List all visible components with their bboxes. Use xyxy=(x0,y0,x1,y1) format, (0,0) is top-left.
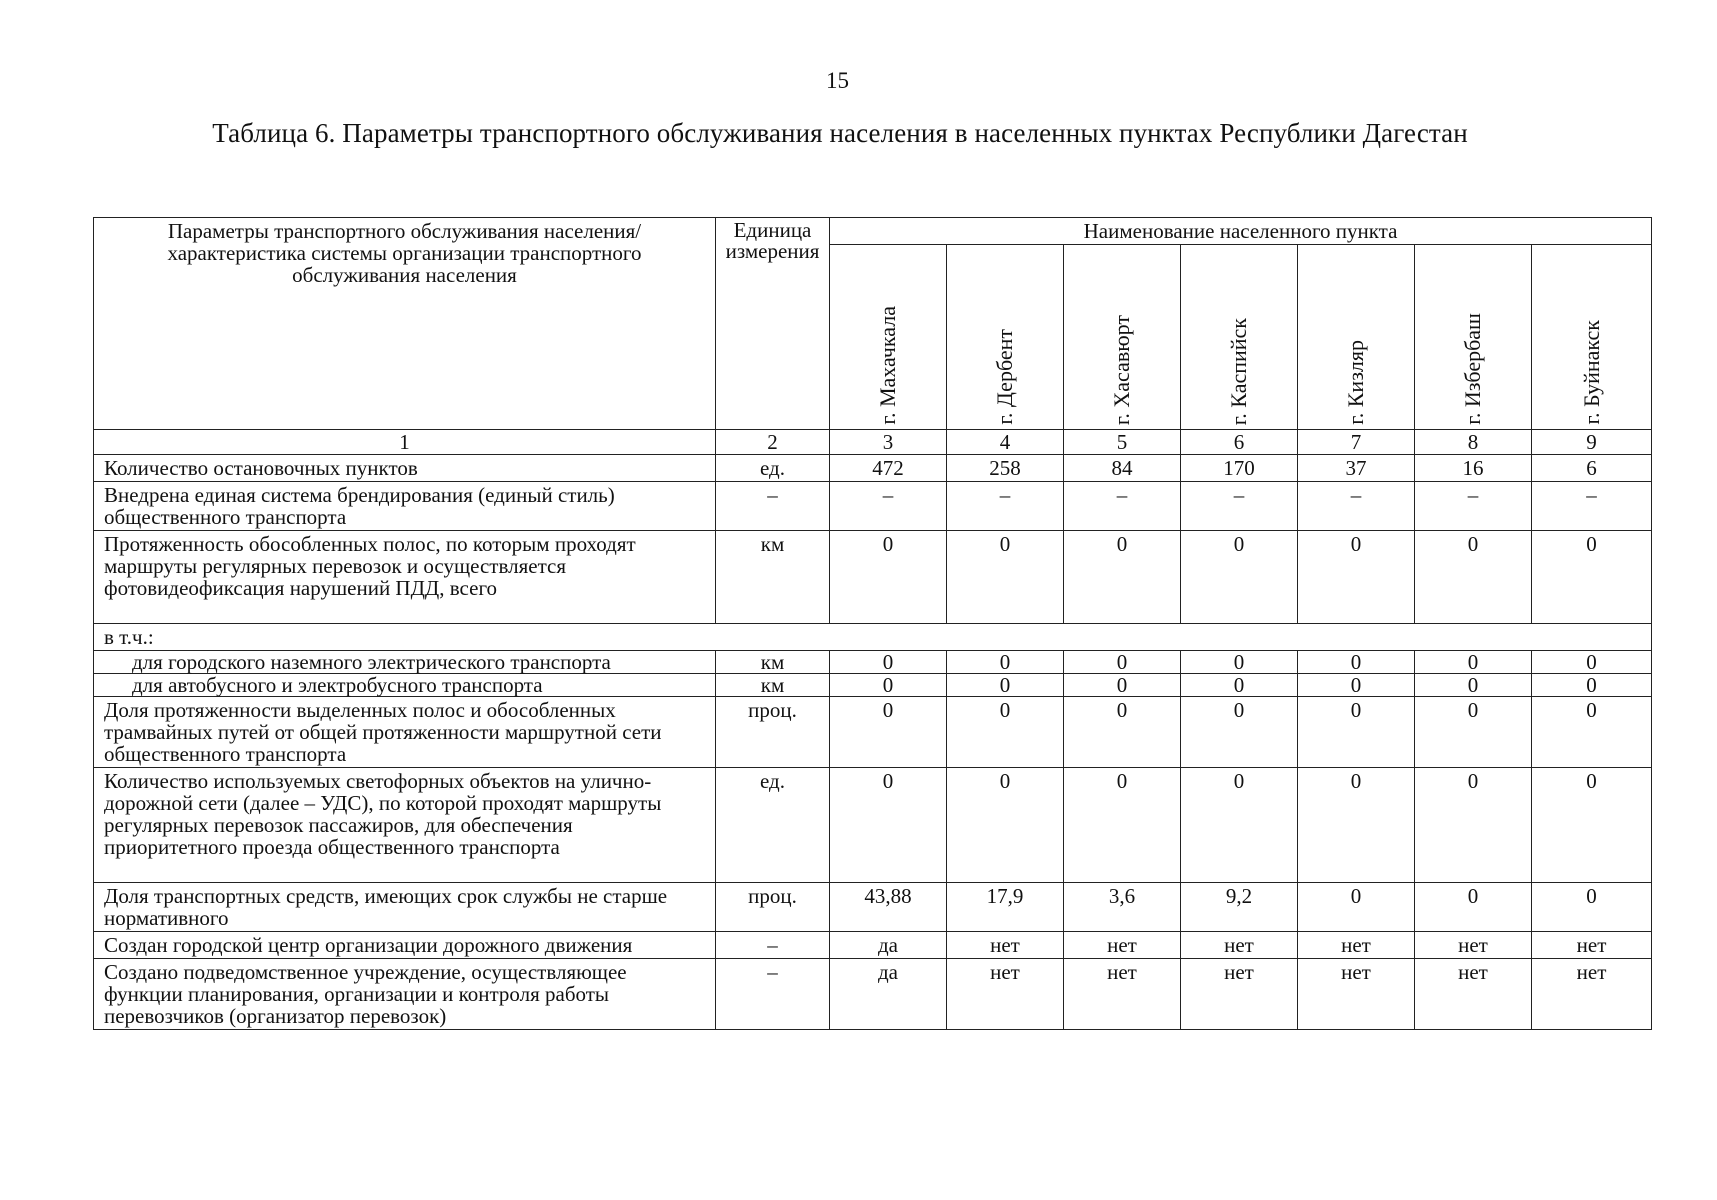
row-param: Создан городской центр организации дорожного движения xyxy=(94,932,716,959)
row-value: 0 xyxy=(1415,674,1532,697)
header-city xyxy=(1064,245,1181,430)
row-value: 0 xyxy=(1415,697,1532,768)
row-value: нет xyxy=(1181,959,1298,1030)
row-value: 17,9 xyxy=(947,883,1064,932)
row-value: 0 xyxy=(1298,697,1415,768)
table-row xyxy=(94,883,1652,932)
row-value: 16 xyxy=(1415,455,1532,482)
header-city xyxy=(1415,245,1532,430)
header-city xyxy=(1532,245,1652,430)
column-number: 4 xyxy=(947,430,1064,455)
page-number: 15 xyxy=(826,68,849,93)
row-value: 0 xyxy=(947,674,1064,697)
row-value: 0 xyxy=(1181,651,1298,674)
header-city-group: Наименование населенного пункта xyxy=(830,218,1652,245)
row-value: 3,6 xyxy=(1064,883,1181,932)
row-value: 0 xyxy=(1181,674,1298,697)
row-value: 0 xyxy=(1415,883,1532,932)
header-city xyxy=(830,245,947,430)
city-name: г. Избербаш xyxy=(1460,313,1485,425)
row-value: 0 xyxy=(1415,531,1532,624)
row-value: – xyxy=(1298,482,1415,531)
header-row xyxy=(94,218,1652,245)
row-value: 37 xyxy=(1298,455,1415,482)
row-value: да xyxy=(830,959,947,1030)
table-row xyxy=(94,624,1652,651)
row-value: нет xyxy=(1181,932,1298,959)
row-value: нет xyxy=(1532,959,1652,1030)
row-param: для городского наземного электрического транспорта xyxy=(94,651,716,674)
row-value: нет xyxy=(1064,959,1181,1030)
row-value: 258 xyxy=(947,455,1064,482)
row-value: – xyxy=(1532,482,1652,531)
column-number: 2 xyxy=(716,430,830,455)
row-param: Количество остановочных пунктов xyxy=(94,455,716,482)
row-param: в т.ч.: xyxy=(94,624,1652,651)
row-value: 0 xyxy=(1415,768,1532,883)
row-unit: км xyxy=(716,531,830,624)
row-param: Протяженность обособленных полос, по которым проходят маршруты регулярных перевозок и осуществляется фотовидеофиксация нарушений ПДД, всего xyxy=(94,531,716,624)
row-value: 9,2 xyxy=(1181,883,1298,932)
row-value: – xyxy=(1181,482,1298,531)
column-number: 6 xyxy=(1181,430,1298,455)
row-value: 0 xyxy=(830,768,947,883)
row-value: 0 xyxy=(1532,697,1652,768)
header-city xyxy=(1298,245,1415,430)
row-param: для автобусного и электробусного транспорта xyxy=(94,674,716,697)
row-value: 0 xyxy=(1532,651,1652,674)
row-value: 0 xyxy=(1415,651,1532,674)
row-value: нет xyxy=(1415,932,1532,959)
row-param: Количество используемых светофорных объектов на улично-дорожной сети (далее – УДС), по которой проходят маршруты регулярных перевозок пассажиров, для обеспечения приоритетного проезда общественного транспорта xyxy=(94,768,716,883)
column-number: 1 xyxy=(94,430,716,455)
table-row xyxy=(94,697,1652,768)
header-city xyxy=(947,245,1064,430)
row-value: 0 xyxy=(947,651,1064,674)
row-value: 0 xyxy=(1064,768,1181,883)
row-param: Доля протяженности выделенных полос и обособленных трамвайных путей от общей протяженности маршрутной сети общественного транспорта xyxy=(94,697,716,768)
row-value: 0 xyxy=(1064,697,1181,768)
table-body xyxy=(94,455,1652,1030)
row-value: 0 xyxy=(830,697,947,768)
row-unit: км xyxy=(716,674,830,697)
row-value: 0 xyxy=(830,674,947,697)
table-row xyxy=(94,932,1652,959)
row-value: 0 xyxy=(1532,883,1652,932)
row-value: 0 xyxy=(1064,674,1181,697)
table-row xyxy=(94,959,1652,1030)
city-name: г. Хасавюрт xyxy=(1109,314,1134,425)
row-value: 0 xyxy=(1064,531,1181,624)
row-value: 170 xyxy=(1181,455,1298,482)
column-number: 5 xyxy=(1064,430,1181,455)
row-unit: км xyxy=(716,651,830,674)
row-value: 0 xyxy=(1532,768,1652,883)
row-value: 0 xyxy=(1298,883,1415,932)
row-value: 6 xyxy=(1532,455,1652,482)
city-name: г. Кизляр xyxy=(1343,340,1368,425)
row-value: да xyxy=(830,932,947,959)
row-param: Внедрена единая система брендирования (единый стиль) общественного транспорта xyxy=(94,482,716,531)
header-unit: Единица измерения xyxy=(716,218,830,430)
transport-parameters-table xyxy=(93,217,1652,1030)
row-value: 0 xyxy=(830,651,947,674)
row-value: 0 xyxy=(1298,768,1415,883)
column-number: 9 xyxy=(1532,430,1652,455)
city-name: г. Махачкала xyxy=(875,306,900,425)
row-value: 0 xyxy=(947,531,1064,624)
row-value: нет xyxy=(947,959,1064,1030)
table-row xyxy=(94,768,1652,883)
row-value: нет xyxy=(1298,959,1415,1030)
header-city xyxy=(1181,245,1298,430)
row-value: 0 xyxy=(1181,697,1298,768)
row-value: 0 xyxy=(947,697,1064,768)
column-number: 8 xyxy=(1415,430,1532,455)
row-value: 43,88 xyxy=(830,883,947,932)
column-numbers-row xyxy=(94,430,1652,455)
row-unit: – xyxy=(716,959,830,1030)
column-number: 3 xyxy=(830,430,947,455)
row-unit: ед. xyxy=(716,455,830,482)
column-number: 7 xyxy=(1298,430,1415,455)
row-param: Доля транспортных средств, имеющих срок службы не старше нормативного xyxy=(94,883,716,932)
city-name: г. Каспийск xyxy=(1226,317,1251,425)
row-value: 0 xyxy=(1298,674,1415,697)
row-value: 0 xyxy=(830,531,947,624)
row-value: нет xyxy=(1415,959,1532,1030)
row-param: Создано подведомственное учреждение, осуществляющее функции планирования, организации и контроля работы перевозчиков (организатор перевозок) xyxy=(94,959,716,1030)
header-param: Параметры транспортного обслуживания населения/ характеристика системы организации транспортного обслуживания населения xyxy=(94,218,716,430)
row-value: нет xyxy=(1064,932,1181,959)
row-unit: ед. xyxy=(716,768,830,883)
row-value: нет xyxy=(947,932,1064,959)
row-value: 0 xyxy=(947,768,1064,883)
table-row xyxy=(94,674,1652,697)
row-value: – xyxy=(947,482,1064,531)
city-name: г. Буйнакск xyxy=(1578,320,1604,425)
row-value: нет xyxy=(1532,932,1652,959)
row-value: 0 xyxy=(1181,768,1298,883)
row-value: – xyxy=(830,482,947,531)
document-title: Таблица 6. Параметры транспортного обслуживания населения в населенных пунктах Республики Дагестан xyxy=(212,118,1468,148)
row-unit: проц. xyxy=(716,697,830,768)
row-value: 0 xyxy=(1532,674,1652,697)
city-name: г. Дербент xyxy=(992,329,1017,425)
table-row xyxy=(94,482,1652,531)
table-row xyxy=(94,455,1652,482)
row-value: 472 xyxy=(830,455,947,482)
row-value: нет xyxy=(1298,932,1415,959)
row-value: 0 xyxy=(1298,651,1415,674)
row-unit: – xyxy=(716,932,830,959)
row-value: 0 xyxy=(1181,531,1298,624)
table-row xyxy=(94,531,1652,624)
row-unit: – xyxy=(716,482,830,531)
row-value: 84 xyxy=(1064,455,1181,482)
table-row xyxy=(94,651,1652,674)
row-value: – xyxy=(1415,482,1532,531)
row-value: 0 xyxy=(1298,531,1415,624)
row-value: 0 xyxy=(1064,651,1181,674)
row-value: 0 xyxy=(1532,531,1652,624)
row-value: – xyxy=(1064,482,1181,531)
row-unit: проц. xyxy=(716,883,830,932)
